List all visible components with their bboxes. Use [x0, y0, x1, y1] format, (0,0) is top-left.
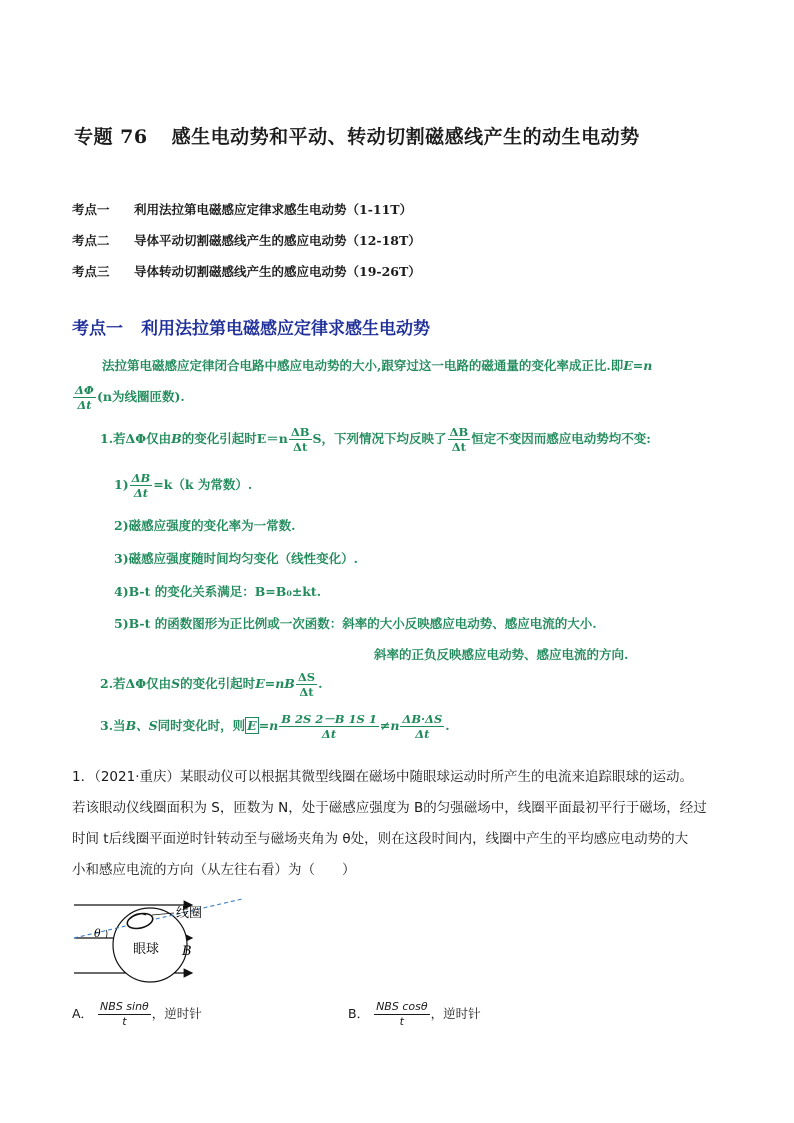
- option-text: ，逆时针: [430, 1006, 481, 1021]
- case-3: 3.当B、S同时变化时，则 E =n $\frac{B 2S 2-B 1S 1}{\Delta t}$ ≠n $\frac{\Delta B\cdot\Delta S}{\Delta t}$ .: [100, 712, 450, 741]
- toc-item-2: [72, 231, 421, 249]
- section-text: 利用法拉第电磁感应定律求感生电动势: [141, 319, 430, 339]
- toc-item-3: [72, 262, 421, 280]
- option-fraction: $\frac{\text{NBS cosθ}}{t}$: [376, 1000, 428, 1028]
- intro-text: 法拉第电磁感应定律闭合电路中感应电动势的大小,跟穿过这一电路的磁通量的变化率成正比.即: [102, 358, 624, 373]
- toc-text: 导体转动切割磁感线产生的感应电动势（19-26T）: [134, 264, 421, 279]
- question-line-1: 1．（2021·重庆）某眼动仪可以根据其微型线圈在磁场中随眼球运动时所产生的电流来追踪眼球的运动。: [72, 769, 693, 785]
- case1-fraction-2: $\frac{\Delta B}{\Delta t}$: [449, 425, 469, 454]
- case3-fraction: $\frac{B 2S 2-B 1S 1}{\Delta t}$: [281, 712, 377, 741]
- item-4: 4)B-t 的变化关系满足：B=B₀±kt.: [114, 584, 322, 599]
- toc-label: 考点一: [72, 202, 110, 217]
- toc-text: 导体平动切割磁感线产生的感应电动势（12-18T）: [134, 233, 421, 248]
- intro-fraction: $\frac{\Delta\Phi}{\Delta t}$: [75, 383, 94, 412]
- case3-fraction-2: $\frac{\Delta B\cdot\Delta S}{\Delta t}$: [402, 712, 443, 741]
- case2-fraction: $\frac{\Delta S}{\Delta t}$: [297, 670, 316, 699]
- item-5: 5)B-t 的函数图形为正比例或一次函数：斜率的大小反映感应电动势、感应电流的大小.: [114, 616, 597, 631]
- case1-fraction: $\frac{\Delta B}{\Delta t}$: [290, 425, 310, 454]
- question-line-3: 时间 t后线圈平面逆时针转动至与磁场夹角为 θ处，则在这段时间内，线圈中产生的平均感应电动势的大: [72, 831, 689, 847]
- intro-eq: E=n: [623, 358, 653, 373]
- section-heading: [72, 314, 430, 339]
- section-label: 考点一: [72, 319, 123, 339]
- item-3: 3)磁感应强度随时间均匀变化（线性变化）.: [114, 551, 358, 566]
- toc-item-1: [72, 200, 412, 218]
- intro-line-2: [72, 383, 185, 412]
- case-1: 1.若ΔΦ仅由B的变化引起时E＝n $\frac{\Delta B}{\Delta t}$ S，下列情况下均反映了 $\frac{\Delta B}{\Delta t}$ 恒定不变因而感应电动势均不变:: [100, 425, 651, 454]
- item1-fraction: $\frac{\Delta B}{\Delta t}$: [131, 471, 151, 500]
- eye-tracker-figure: [70, 893, 270, 983]
- toc-text: 利用法拉第电磁感应定律求感生电动势（1-11T）: [134, 202, 413, 217]
- toc-label: 考点三: [72, 264, 110, 279]
- item-2: 2)磁感应强度的变化率为一常数.: [114, 518, 296, 533]
- title-text: 感生电动势和平动、转动切割磁感线产生的动生电动势: [171, 126, 640, 148]
- option-b[interactable]: [348, 1000, 481, 1029]
- angle-label: θ: [94, 927, 101, 940]
- question-line-2: 若该眼动仪线圈面积为 S，匝数为 N，处于磁感应强度为 B的匀强磁场中，线圈平面最初平行于磁场，经过: [72, 800, 707, 816]
- item-1: 1) $\frac{\Delta B}{\Delta t}$ =k（k 为常数）.: [114, 471, 253, 500]
- intro-line-1: [102, 356, 652, 374]
- page-title: [74, 122, 640, 149]
- field-label: B: [182, 944, 192, 959]
- angle-arc: [106, 930, 107, 938]
- eyeball-label: 眼球: [133, 942, 160, 957]
- toc-label: 考点二: [72, 233, 110, 248]
- intro-note: (n为线圈匝数).: [96, 389, 185, 404]
- option-a[interactable]: [72, 1000, 202, 1029]
- coil-label: 线圈: [176, 906, 203, 921]
- case-2: 2.若ΔΦ仅由S的变化引起时E=nB $\frac{\Delta S}{\Delta t}$ .: [100, 670, 323, 699]
- option-text: ，逆时针: [151, 1006, 202, 1021]
- option-fraction: $\frac{\text{NBS sinθ}}{t}$: [100, 1000, 149, 1028]
- item-5-continued: 斜率的正负反映感应电动势、感应电流的方向.: [374, 647, 629, 662]
- option-letter: A．: [72, 1006, 94, 1021]
- option-letter: B．: [348, 1006, 370, 1021]
- title-number: 专题 76: [74, 126, 148, 148]
- question-line-4: 小和感应电流的方向（从左往右看）为（ ）: [72, 862, 356, 878]
